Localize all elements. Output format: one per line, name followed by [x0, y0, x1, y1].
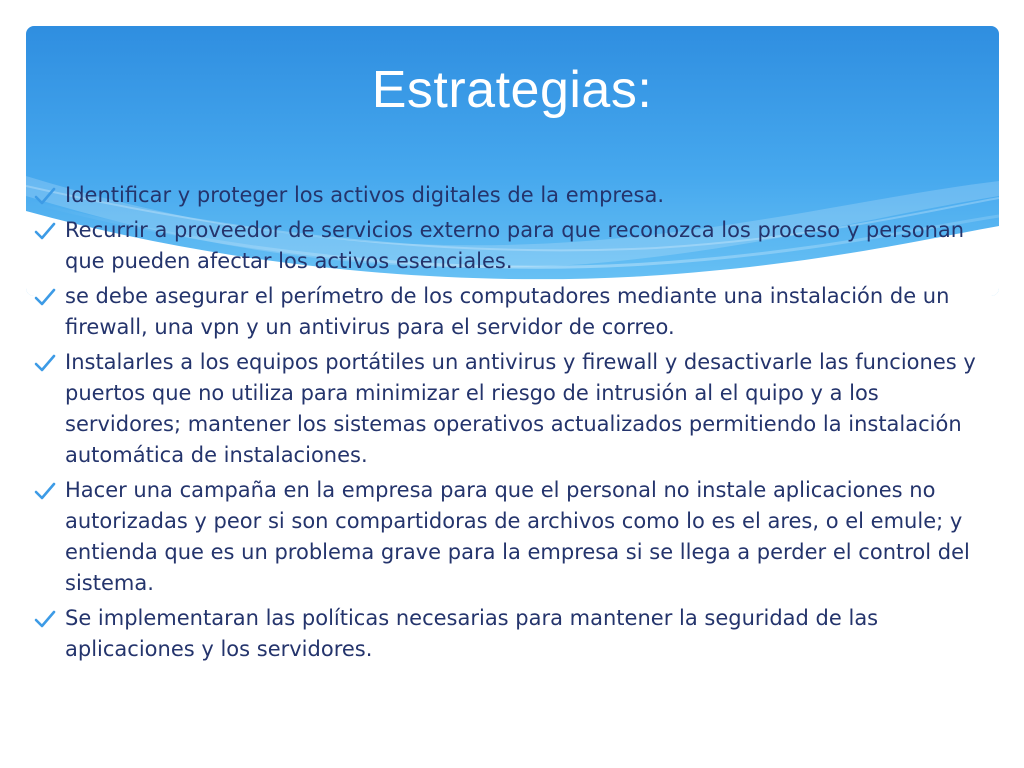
checkmark-icon [34, 353, 56, 373]
list-item [34, 281, 994, 343]
list-item [34, 215, 994, 277]
list-item-text: Se implementaran las políticas necesarias para mantener la seguridad de las aplicaciones y los servidores. [65, 606, 879, 661]
list-item [34, 475, 994, 599]
list-item-text: Instalarles a los equipos portátiles un antivirus y firewall y desactivarle las funciones y puertos que no utiliza para minimizar el riesgo de intrusión al el quipo y a los servidores; mantener los sistemas operativos actualizados permitiendo la instalación automática de instalaciones. [65, 350, 976, 467]
checkmark-icon [34, 481, 56, 501]
list-item [34, 603, 994, 665]
checkmark-icon [34, 186, 56, 206]
slide-title: Estrategias: [371, 61, 653, 119]
list-item-text: se debe asegurar el perímetro de los computadores mediante una instalación de un firewall, una vpn y un antivirus para el servidor de correo. [65, 284, 950, 339]
list-item-text: Recurrir a proveedor de servicios externo para que reconozca los proceso y personan que pueden afectar los activos esenciales. [65, 218, 965, 273]
list-item [34, 180, 994, 211]
list-item-text: Identificar y proteger los activos digitales de la empresa. [65, 183, 665, 207]
list-item-text: Hacer una campaña en la empresa para que el personal no instale aplicaciones no autorizadas y peor si son compartidoras de archivos como lo es el ares, o el emule; y entienda que es un problema grave para la empresa si se llega a perder el control del sistema. [65, 478, 970, 595]
checkmark-icon [34, 287, 56, 307]
list-item [34, 347, 994, 471]
checkmark-icon [34, 221, 56, 241]
bullet-list [34, 180, 994, 669]
checkmark-icon [34, 609, 56, 629]
